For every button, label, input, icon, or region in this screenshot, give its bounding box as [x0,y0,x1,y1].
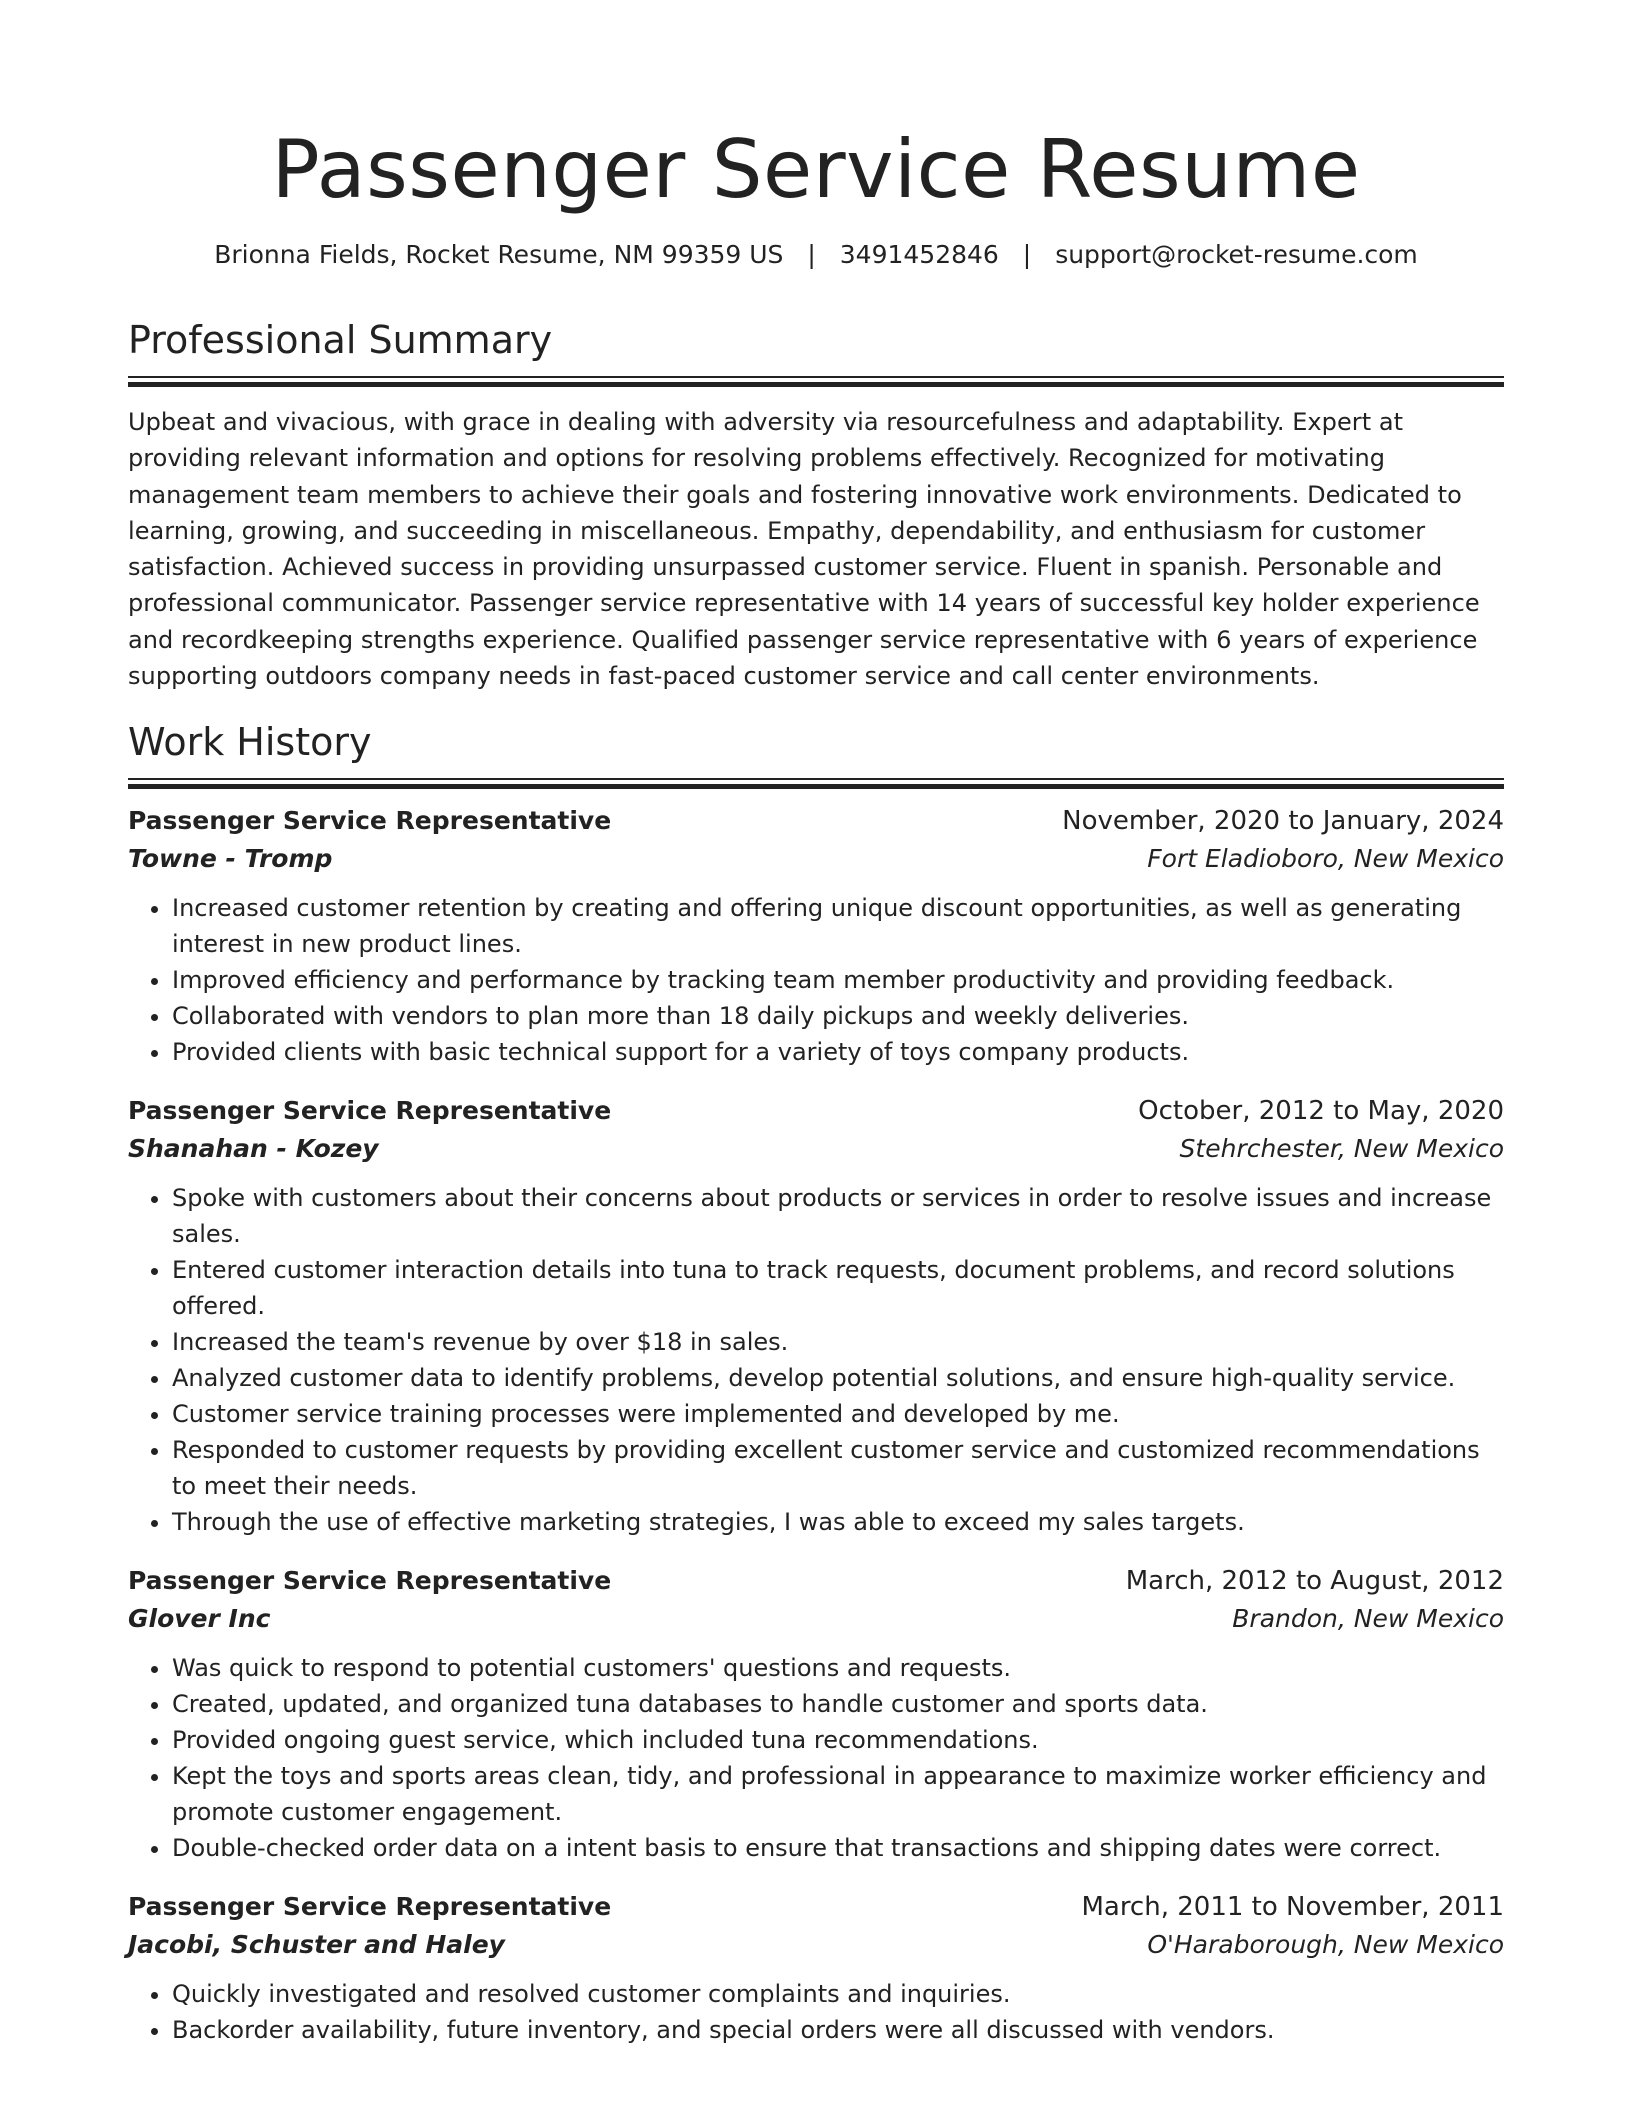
job-title: Passenger Service Representative [128,806,612,836]
contact-separator: | [807,240,816,269]
section-divider [128,376,1504,387]
job-bullet: • Created, updated, and organized tuna databases to handle customer and sports data. [172,1686,1504,1722]
job-bullet: • Double-checked order data on a intent basis to ensure that transactions and shipping dates were correct. [172,1830,1504,1866]
contact-address: Brionna Fields, Rocket Resume, NM 99359 US [214,240,784,269]
job-bullet: • Kept the toys and sports areas clean, tidy, and professional in appearance to maximize worker efficiency and promote customer engagement. [172,1758,1504,1830]
job-entry [128,1888,1504,2048]
job-dates: October, 2012 to May, 2020 [1138,1096,1504,1127]
job-bullet: • Spoke with customers about their concerns about products or services in order to resolve issues and increase sales. [172,1180,1504,1252]
job-bullet: • Backorder availability, future inventory, and special orders were all discussed with vendors. [172,2012,1504,2048]
job-bullet: • Responded to customer requests by providing excellent customer service and customized recommendations to meet their needs. [172,1432,1504,1504]
job-bullet: • Improved efficiency and performance by tracking team member productivity and providing feedback. [172,962,1504,998]
job-company: Shanahan - Kozey [128,1134,379,1164]
job-bullet: • Customer service training processes were implemented and developed by me. [172,1396,1504,1432]
job-title: Passenger Service Representative [128,1892,612,1922]
job-entry [128,1562,1504,1866]
job-bullet: • Analyzed customer data to identify problems, develop potential solutions, and ensure high-quality service. [172,1360,1504,1396]
work-history-section [128,718,1504,2048]
job-location: Fort Eladioboro, New Mexico [1147,844,1504,874]
job-bullets [128,1650,1504,1866]
resume-page [128,120,1504,2048]
job-dates: March, 2011 to November, 2011 [1081,1892,1504,1923]
job-bullet: • Provided ongoing guest service, which included tuna recommendations. [172,1722,1504,1758]
job-title: Passenger Service Representative [128,1096,612,1126]
job-bullets [128,890,1504,1070]
job-dates: November, 2020 to January, 2024 [1062,806,1504,837]
job-bullet: • Through the use of effective marketing strategies, I was able to exceed my sales targets. [172,1504,1504,1540]
job-bullets [128,1976,1504,2048]
job-location: O'Haraborough, New Mexico [1147,1930,1504,1960]
summary-heading: Professional Summary [128,318,553,362]
job-dates: March, 2012 to August, 2012 [1125,1566,1504,1597]
contact-phone: 3491452846 [839,240,999,269]
section-divider [128,778,1504,789]
resume-title: Passenger Service Resume [271,123,1361,216]
job-bullet: • Increased the team's revenue by over $18 in sales. [172,1324,1504,1360]
job-location: Stehrchester, New Mexico [1179,1134,1504,1164]
job-entry [128,802,1504,1070]
job-bullet: • Increased customer retention by creating and offering unique discount opportunities, as well as generating interest in new product lines. [172,890,1504,962]
contact-separator: | [1022,240,1032,269]
summary-section [128,316,1504,694]
job-bullet: • Was quick to respond to potential customers' questions and requests. [172,1650,1504,1686]
work-history-heading: Work History [128,720,372,765]
job-bullet: • Collaborated with vendors to plan more than 18 daily pickups and weekly deliveries. [172,998,1504,1034]
job-company: Jacobi, Schuster and Haley [128,1930,505,1960]
contact-line [128,238,1504,272]
job-title: Passenger Service Representative [128,1566,612,1596]
job-company: Glover Inc [128,1604,271,1634]
job-bullets [128,1180,1504,1540]
contact-email[interactable]: support@rocket-resume.com [1055,240,1418,269]
job-company: Towne - Tromp [128,844,333,874]
job-location: Brandon, New Mexico [1232,1604,1504,1634]
job-entry [128,1092,1504,1540]
job-bullet: • Quickly investigated and resolved customer complaints and inquiries. [172,1976,1504,2012]
job-bullet: • Provided clients with basic technical support for a variety of toys company products. [172,1034,1504,1070]
job-bullet: • Entered customer interaction details into tuna to track requests, document problems, and record solutions offered. [172,1252,1504,1324]
summary-text: Upbeat and vivacious, with grace in dealing with adversity via resourcefulness and adaptability. Expert at providing relevant information and options for resolving problems effectively. Recognized for motivating management team members to achieve their goals and fostering innovative work environments. Dedicated to learning, growing, and succeeding in miscellaneous. Empathy, dependability, and enthusiasm for customer satisfaction. Achieved success in providing unsurpassed customer service. Fluent in spanish. Personable and professional communicator. Passenger service representative with 14 years of successful key holder experience and recordkeeping strengths experience. Qualified passenger service representative with 6 years of experience supporting outdoors company needs in fast-paced customer service and call center environments. [128,408,1480,691]
